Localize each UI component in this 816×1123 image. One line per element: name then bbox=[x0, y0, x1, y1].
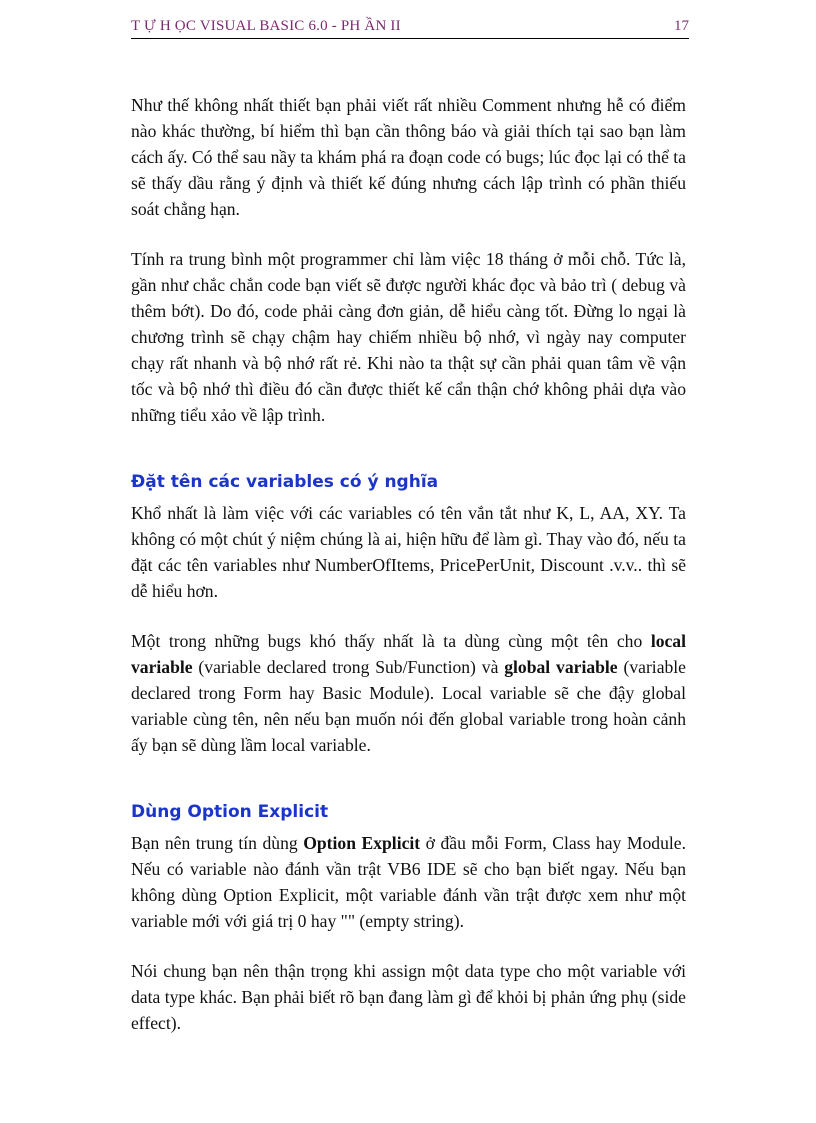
bold-term-option-explicit: Option Explicit bbox=[303, 833, 421, 853]
text-span: (variable declared trong Sub/Function) và bbox=[192, 657, 505, 677]
header-title: T Ự H ỌC VISUAL BASIC 6.0 - PH ẦN II bbox=[131, 18, 401, 34]
body-text bbox=[131, 92, 686, 1060]
paragraph-local-global bbox=[131, 628, 686, 758]
text-span: Bạn nên trung tín dùng bbox=[131, 833, 304, 853]
paragraph-programmer: Tính ra trung bình một programmer chỉ làm việc 18 tháng ở mỗi chỗ. Tức là, gần như chắc chắn code bạn viết sẽ được người khác đọc và bảo trì ( debug và thêm bớt). Do đó, code phải càng đơn giản, dễ hiểu càng tốt. Đừng lo ngại là chương trình sẽ chạy chậm hay chiếm nhiều bộ nhớ, vì ngày nay computer chạy rất nhanh và bộ nhớ rất rẻ. Khi nào ta thật sự cần phải quan tâm về vận tốc và bộ nhớ thì điều đó cần được thiết kế cẩn thận chớ không phải dựa vào những tiểu xảo về lập trình. bbox=[131, 249, 686, 425]
text-span: ở đầu mỗi Form, Class hay Module. Nếu có variable nào đánh vần trật VB6 IDE sẽ cho bạn biết ngay. Nếu bạn không dùng Option Explicit, một variable đánh vần trật được xem như một variable mới với giá trị 0 hay "" (empty string). bbox=[131, 833, 686, 931]
paragraph-data-type: Nói chung bạn nên thận trọng khi assign một data type cho một variable với data type khác. Bạn phải biết rõ bạn đang làm gì để khỏi bị phản ứng phụ (side effect). bbox=[131, 961, 686, 1033]
section-heading-variables: Đặt tên các variables có ý nghĩa bbox=[131, 472, 439, 492]
section-heading-option-explicit: Dùng Option Explicit bbox=[131, 802, 329, 822]
page-header bbox=[131, 14, 689, 39]
paragraph-comments: Như thế không nhất thiết bạn phải viết rất nhiều Comment nhưng hễ có điểm nào khác thường, bí hiểm thì bạn cần thông báo và giải thích tại sao bạn làm cách ấy. Có thể sau nầy ta khám phá ra đoạn code có bugs; lúc đọc lại có thể ta sẽ thấy dầu rằng ý định và thiết kế đúng nhưng cách lập trình có phần thiếu soát chẳng hạn. bbox=[131, 95, 686, 219]
text-span: Một trong những bugs khó thấy nhất là ta dùng cùng một tên cho bbox=[131, 631, 651, 651]
page-number: 17 bbox=[674, 18, 689, 34]
paragraph-variable-names: Khổ nhất là làm việc với các variables có tên vắn tắt như K, L, AA, XY. Ta không có một chút ý niệm chúng là ai, hiện hữu để làm gì. Thay vào đó, nếu ta đặt các tên variables như NumberOfItems, PricePerUnit, Discount .v.v.. thì sẽ dễ hiểu hơn. bbox=[131, 503, 686, 601]
bold-term-global-variable: global variable bbox=[504, 657, 618, 677]
text-span: (variable declared trong Form hay Basic Module). Local variable sẽ che đậy global variable cùng tên, nên nếu bạn muốn nói đến global variable trong hoàn cảnh ấy bạn sẽ dùng lầm local variable. bbox=[131, 657, 686, 755]
paragraph-option-explicit bbox=[131, 830, 686, 934]
bold-term-local-variable: local variable bbox=[131, 631, 686, 677]
